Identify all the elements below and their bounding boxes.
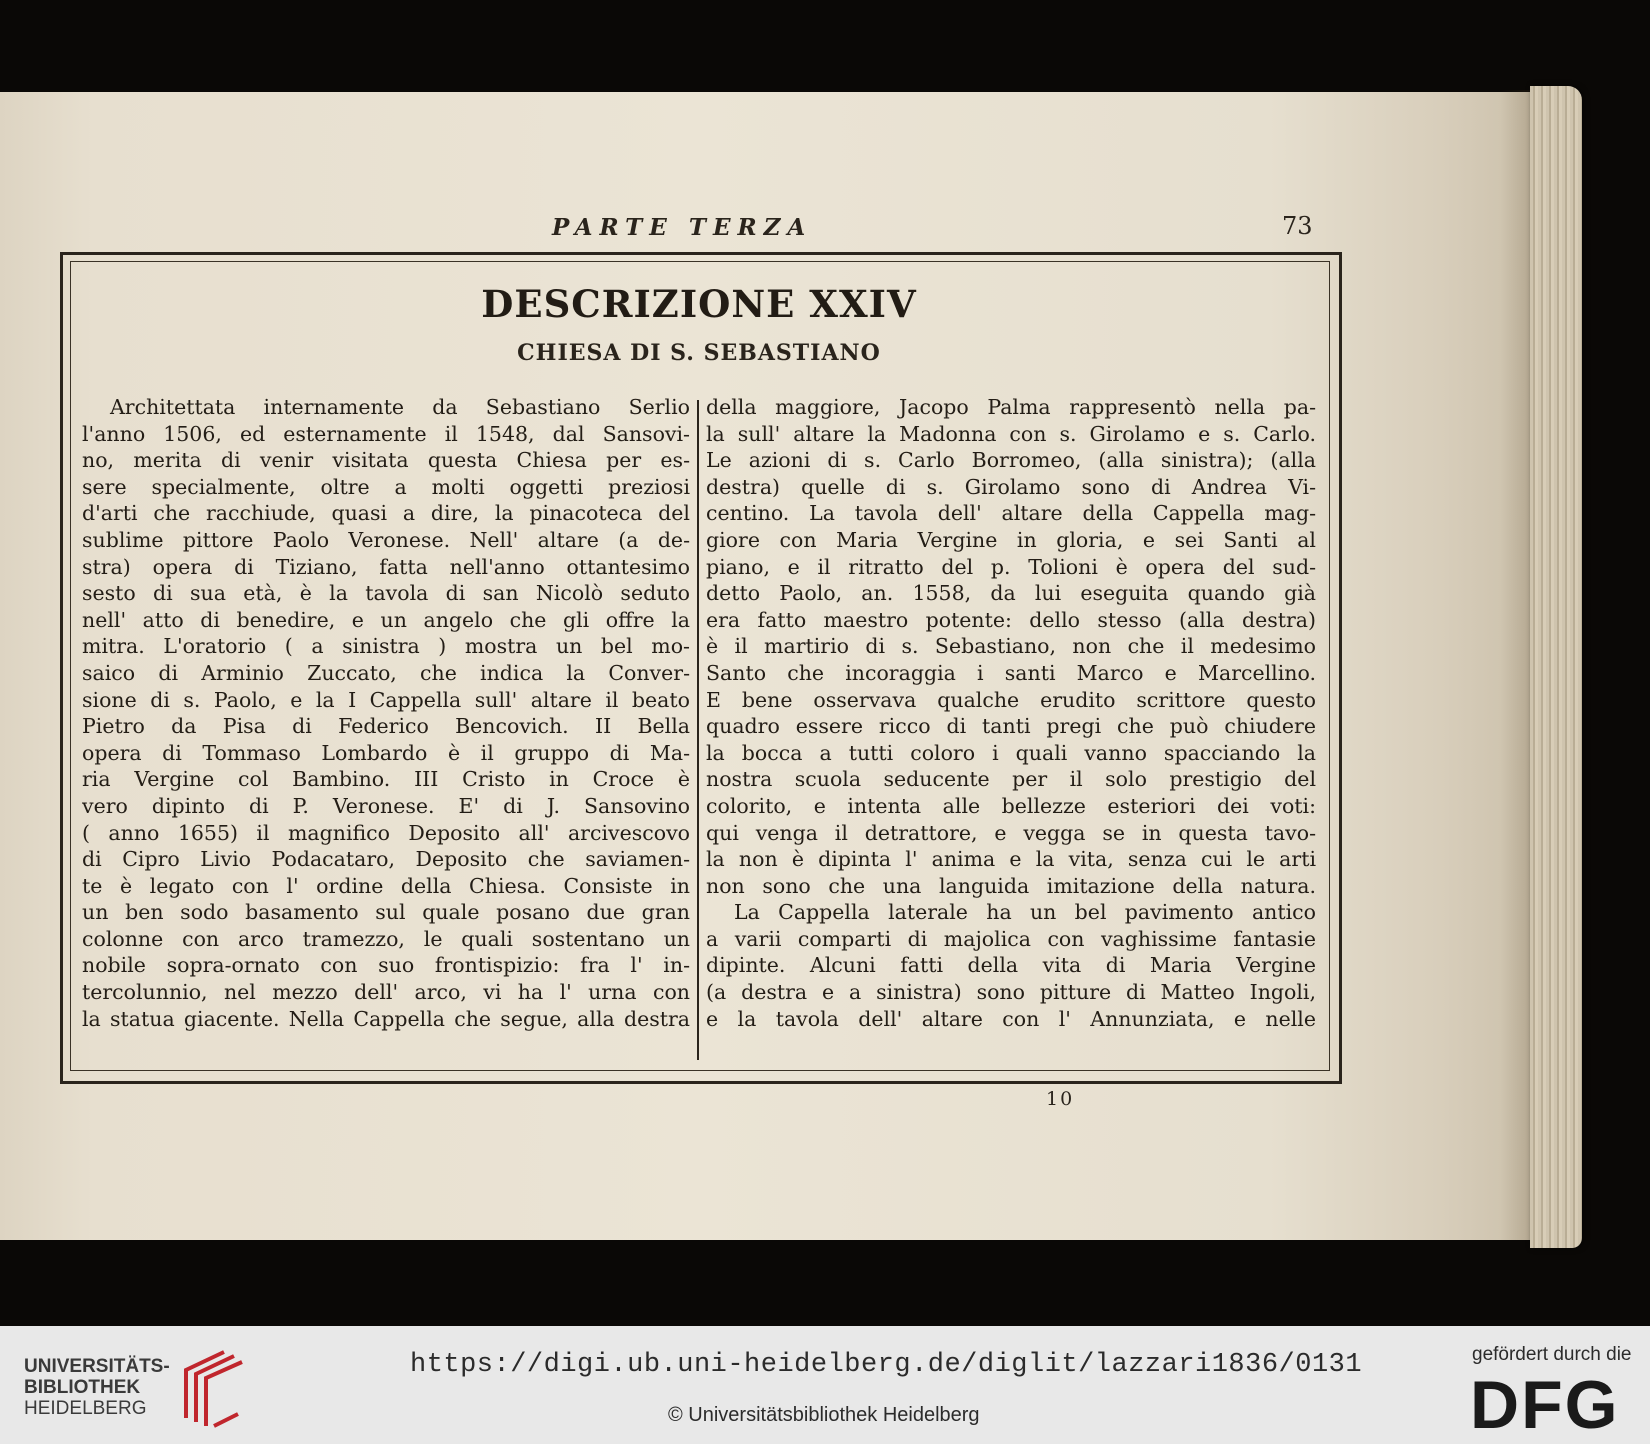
text-line: sublime pittore Paolo Veronese. Nell' altare (a de- [82, 527, 690, 552]
text-line: stra) opera di Tiziano, fatta nell'anno ottantesimo [82, 554, 690, 579]
signature-mark: 10 [1046, 1088, 1075, 1110]
text-line: piano, e il ritratto del p. Tolioni è opera del sud- [706, 554, 1316, 579]
text-line: l'anno 1506, ed esternamente il 1548, dal Sansovi- [82, 421, 690, 446]
text-line: centino. La tavola dell' altare della Cappella mag- [706, 501, 1316, 526]
text-line: la non è dipinta l' anima e la vita, senza cui le arti [706, 847, 1316, 872]
text-line: (a destra e a sinistra) sono pitture di Matteo Ingoli, [706, 980, 1316, 1005]
text-line: saico di Arminio Zuccato, che indica la Conver- [82, 660, 690, 685]
library-line3: HEIDELBERG [24, 1398, 147, 1419]
text-line: Le azioni di s. Carlo Borromeo, (alla sinistra); (alla [706, 448, 1316, 473]
text-line: no, merita di venir visitata questa Chiesa per es- [82, 448, 690, 473]
dfg-logo-icon: DFG [1470, 1367, 1620, 1443]
page-edges [1530, 86, 1582, 1248]
text-line: quadro essere ricco di tanti pregi che può chiudere [706, 714, 1316, 739]
text-line: la sull' altare la Madonna con s. Girolamo e s. Carlo. [706, 421, 1316, 446]
text-line: dipinte. Alcuni fatti della vita di Maria Vergine [706, 953, 1316, 978]
text-line: a varii comparti di majolica con vaghissime fantasie [706, 926, 1316, 951]
text-line: La Cappella laterale ha un bel pavimento antico [734, 900, 1316, 925]
text-line: d'arti che racchiude, quasi a dire, la pinacoteca del [82, 501, 690, 526]
text-line: sione di s. Paolo, e la I Cappella sull' altare il beato [82, 687, 690, 712]
left-column [82, 394, 690, 1032]
text-line: un ben sodo basamento sul quale posano due gran [82, 900, 690, 925]
text-line: mitra. L'oratorio ( a sinistra ) mostra un bel mo- [82, 634, 690, 659]
running-head: PARTE TERZA [552, 214, 813, 241]
library-line2: BIBLIOTHEK [24, 1377, 141, 1398]
text-line: te è legato con l' ordine della Chiesa. Consiste in [82, 873, 690, 898]
text-line: e la tavola dell' altare con l' Annunziata, e nelle [706, 1006, 1316, 1031]
library-line1: UNIVERSITÄTS- [24, 1356, 170, 1377]
text-line: sere specialmente, oltre a molti oggetti preziosi [82, 474, 690, 499]
text-line: non sono che una languida imitazione della natura. [706, 873, 1316, 898]
text-line: nostra scuola seducente per il solo prestigio del [706, 767, 1316, 792]
chapter-title: DESCRIZIONE XXIV [481, 282, 917, 326]
text-line: Pietro da Pisa di Federico Bencovich. II Bella [82, 714, 690, 739]
library-name [24, 1356, 170, 1419]
page-number: 73 [1282, 212, 1313, 240]
text-line: la statua giacente. Nella Cappella che segue, alla destra [82, 1006, 690, 1031]
footer-bar [0, 1326, 1650, 1444]
copyright-notice: © Universitätsbibliothek Heidelberg [668, 1404, 980, 1426]
text-line: colonne con arco tramezzo, le quali sostentano un [82, 926, 690, 951]
permalink-url[interactable]: https://digi.ub.uni-heidelberg.de/diglit/lazzari1836/0131 [410, 1350, 1363, 1380]
text-line: Architettata internamente da Sebastiano Serlio [110, 395, 690, 419]
text-line: E bene osservava qualche erudito scrittore questo [706, 687, 1316, 712]
text-line: ( anno 1655) il magnifico Deposito all' arcivescovo [82, 820, 690, 845]
funder-caption: gefördert durch die [1472, 1344, 1632, 1365]
text-line: qui venga il detrattore, e vegga se in questa tavo- [706, 820, 1316, 845]
text-line: detto Paolo, an. 1558, da lui eseguita quando già [706, 581, 1316, 606]
text-line: nobile sopra-ornato con suo frontispizio: fra l' in- [82, 953, 690, 978]
text-line: colorito, e intenta alle bellezze esteriori dei voti: [706, 793, 1316, 818]
text-line: destra) quelle di s. Girolamo sono di Andrea Vi- [706, 474, 1316, 499]
column-rule [697, 400, 699, 1060]
text-line: sesto di sua età, è la tavola di san Nicolò seduto [82, 581, 690, 606]
text-line: ria Vergine col Bambino. III Cristo in Croce è [82, 767, 690, 792]
text-line: vero dipinto di P. Veronese. E' di J. Sansovino [82, 793, 690, 818]
text-line: di Cipro Livio Podacataro, Deposito che saviamen- [82, 847, 690, 872]
right-column [706, 394, 1316, 1032]
chapter-subtitle: CHIESA DI S. SEBASTIANO [517, 340, 881, 366]
text-line: opera di Tommaso Lombardo è il gruppo di Ma- [82, 740, 690, 765]
text-line: la bocca a tutti coloro i quali vanno spacciando la [706, 740, 1316, 765]
text-line: tercolunnio, nel mezzo dell' arco, vi ha l' urna con [82, 980, 690, 1005]
text-line: giore con Maria Vergine in gloria, e sei Santi al [706, 527, 1316, 552]
text-line: Santo che incoraggia i santi Marco e Marcellino. [706, 660, 1316, 685]
text-line: è il martirio di s. Sebastiano, non che il medesimo [706, 634, 1316, 659]
text-line: della maggiore, Jacopo Palma rappresentò nella pa- [706, 395, 1316, 419]
text-line: era fatto maestro potente: dello stesso (alla destra) [706, 607, 1316, 632]
text-line: nell' atto di benedire, e un angelo che gli offre la [82, 607, 690, 632]
